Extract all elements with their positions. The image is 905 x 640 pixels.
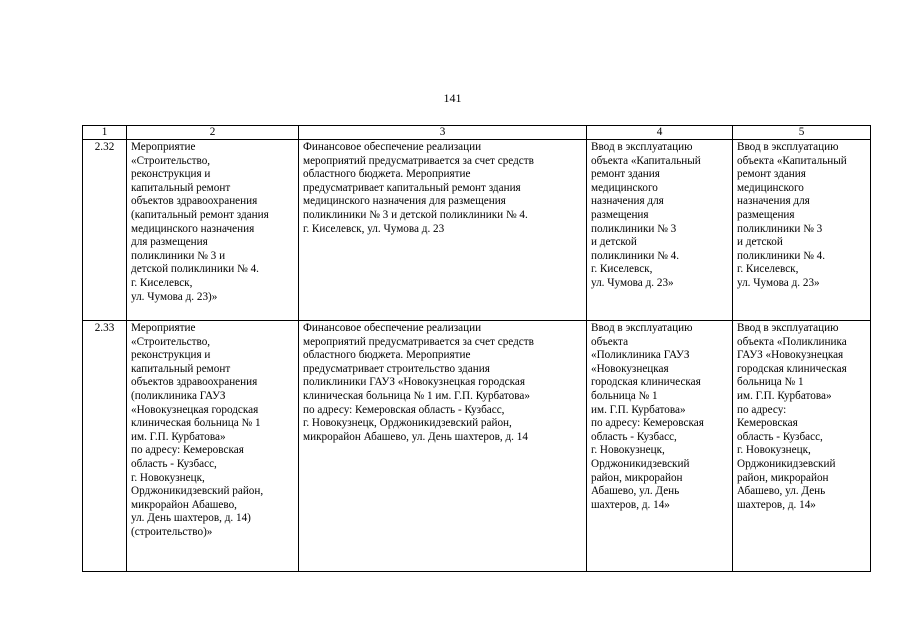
- header-cell-col3: 3: [299, 126, 587, 140]
- measures-table: [82, 125, 871, 572]
- event-name-cell: Мероприятие «Строительство, реконструкция и капитальный ремонт объектов здравоохранения (поликлиника ГАУЗ «Новокузнецкая городская клиническая больница № 1 им. Г.П. Курбатова» по адресу: Кемеровская область - Кузбасс, г. Новокузнецк, Орджоникидзевский район, микрорайон Абашево, ул. День шахтеров, д. 14) (строительство)»: [127, 321, 299, 572]
- header-cell-col4: 4: [587, 126, 733, 140]
- table-row: [83, 140, 871, 321]
- header-cell-col1: 1: [83, 126, 127, 140]
- header-cell-col5: 5: [733, 126, 871, 140]
- row-number-cell: 2.32: [83, 140, 127, 321]
- result-cell-col4: Ввод в эксплуатацию объекта «Поликлиника ГАУЗ «Новокузнецкая городская клиническая больница № 1 им. Г.П. Курбатова» по адресу: Кемеровская область - Кузбасс, г. Новокузнецк, Орджоникидзевский район, микрорайон Абашево, ул. День шахтеров, д. 14»: [587, 321, 733, 572]
- table-header-row: [83, 126, 871, 140]
- result-cell-col4: Ввод в эксплуатацию объекта «Капитальный ремонт здания медицинского назначения для размещения поликлиники № 3 и детской поликлиники № 4. г. Киселевск, ул. Чумова д. 23»: [587, 140, 733, 321]
- event-name-cell: Мероприятие «Строительство, реконструкция и капитальный ремонт объектов здравоохранения (капитальный ремонт здания медицинского назначения для размещения поликлиники № 3 и детской поликлиники № 4. г. Киселевск, ул. Чумова д. 23)»: [127, 140, 299, 321]
- page-number: 141: [443, 91, 462, 105]
- header-cell-col2: 2: [127, 126, 299, 140]
- row-number-cell: 2.33: [83, 321, 127, 572]
- result-cell-col5: Ввод в эксплуатацию объекта «Капитальный ремонт здания медицинского назначения для размещения поликлиники № 3 и детской поликлиники № 4. г. Киселевск, ул. Чумова д. 23»: [733, 140, 871, 321]
- financing-cell: Финансовое обеспечение реализации мероприятий предусматривается за счет средств областного бюджета. Мероприятие предусматривает строительство здания поликлиники ГАУЗ «Новокузнецкая городская клиническая больница № 1 им. Г.П. Курбатова» по адресу: Кемеровская область - Кузбасс, г. Новокузнецк, Орджоникидзевский район, микрорайон Абашево, ул. День шахтеров, д. 14: [299, 321, 587, 572]
- table-row: [83, 321, 871, 572]
- result-cell-col5: Ввод в эксплуатацию объекта «Поликлиника ГАУЗ «Новокузнецкая городская клиническая больница № 1 им. Г.П. Курбатова» по адресу: Кемеровская область - Кузбасс, г. Новокузнецк, Орджоникидзевский район, микрорайон Абашево, ул. День шахтеров, д. 14»: [733, 321, 871, 572]
- financing-cell: Финансовое обеспечение реализации мероприятий предусматривается за счет средств областного бюджета. Мероприятие предусматривает капитальный ремонт здания медицинского назначения для размещения поликлиники № 3 и детской поликлиники № 4. г. Киселевск, ул. Чумова д. 23: [299, 140, 587, 321]
